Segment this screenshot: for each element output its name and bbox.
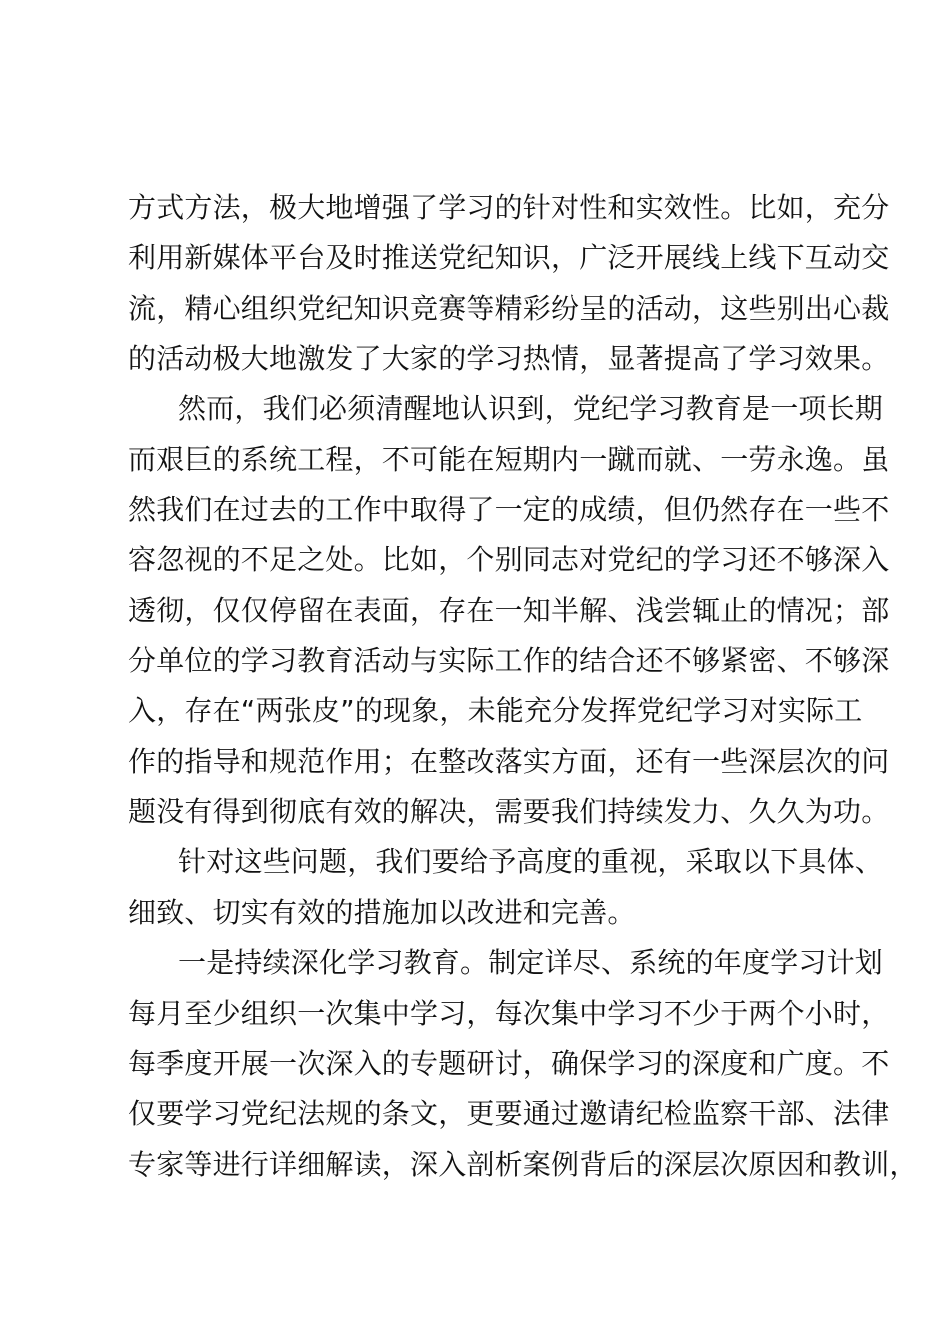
text-line: 流，精心组织党纪知识竞赛等精彩纷呈的活动，这些别出心裁 bbox=[128, 291, 890, 325]
text-line: 的活动极大地激发了大家的学习热情，显著提高了学习效果。 bbox=[128, 342, 890, 376]
text-line: 容忽视的不足之处。比如，个别同志对党纪的学习还不够深入 bbox=[128, 543, 890, 577]
text-line: 每季度开展一次深入的专题研讨，确保学习的深度和广度。不 bbox=[128, 1046, 890, 1080]
text-line: 而艰巨的系统工程，不可能在短期内一蹴而就、一劳永逸。虽 bbox=[128, 442, 890, 476]
text-line: 然我们在过去的工作中取得了一定的成绩，但仍然存在一些不 bbox=[128, 493, 890, 527]
text-line: 专家等进行详细解读，深入剖析案例背后的深层次原因和教训， bbox=[128, 1147, 918, 1181]
text-line: 题没有得到彻底有效的解决，需要我们持续发力、久久为功。 bbox=[128, 795, 890, 829]
text-line: 仅要学习党纪法规的条文，更要通过邀请纪检监察干部、法律 bbox=[128, 1097, 890, 1131]
paragraph-first-line: 一是持续深化学习教育。制定详尽、系统的年度学习计划 bbox=[178, 946, 884, 980]
paragraph-first-line: 针对这些问题，我们要给予高度的重视，采取以下具体、 bbox=[178, 845, 884, 879]
text-line: 分单位的学习教育活动与实际工作的结合还不够紧密、不够深 bbox=[128, 644, 890, 678]
paragraph-first-line: 然而，我们必须清醒地认识到，党纪学习教育是一项长期 bbox=[178, 392, 884, 426]
text-line: 每月至少组织一次集中学习，每次集中学习不少于两个小时， bbox=[128, 996, 890, 1030]
text-line: 透彻，仅仅停留在表面，存在一知半解、浅尝辄止的情况；部 bbox=[128, 593, 890, 627]
text-line: 利用新媒体平台及时推送党纪知识，广泛开展线上线下互动交 bbox=[128, 241, 890, 275]
text-line: 入，存在“两张皮”的现象，未能充分发挥党纪学习对实际工 bbox=[128, 694, 863, 728]
text-line: 方式方法，极大地增强了学习的针对性和实效性。比如，充分 bbox=[128, 191, 890, 224]
text-line: 细致、切实有效的措施加以改进和完善。 bbox=[128, 895, 636, 929]
body-text bbox=[128, 183, 918, 1190]
text-line: 作的指导和规范作用；在整改落实方面，还有一些深层次的问 bbox=[128, 744, 890, 778]
